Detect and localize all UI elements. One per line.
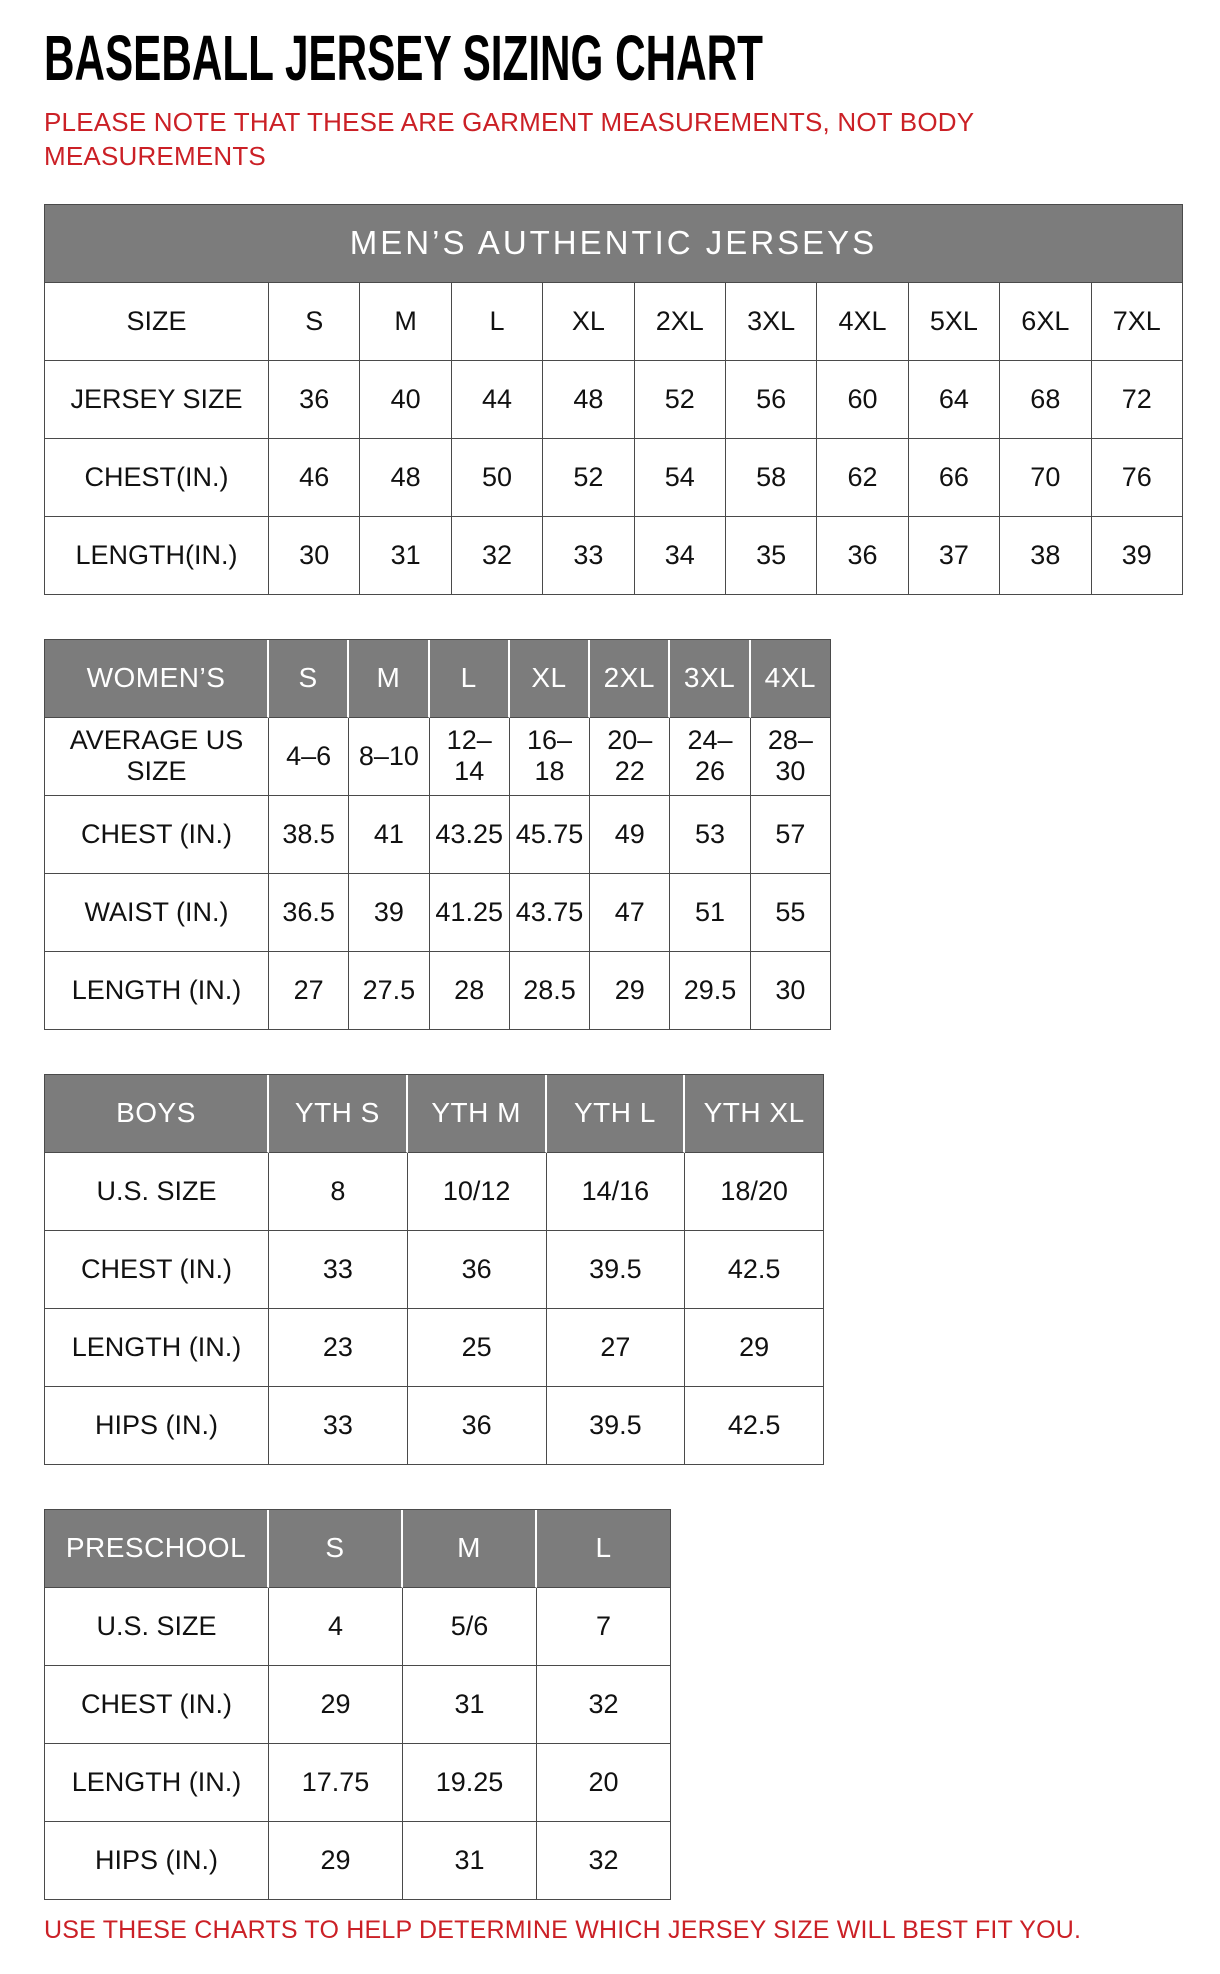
value-cell: 14/16 [547,1153,686,1231]
table-banner-row [45,205,1183,283]
table-row [45,361,1183,439]
value-cell: 38 [1000,517,1091,595]
value-cell: 27 [269,952,349,1030]
table-row [45,874,831,952]
table-row [45,952,831,1030]
row-label: AVERAGE US SIZE [45,718,269,796]
row-label: WAIST (IN.) [45,874,269,952]
value-cell: 7 [537,1588,671,1666]
table-row [45,1744,671,1822]
value-cell: 36 [408,1231,547,1309]
size-column-header: 5XL [909,283,1000,361]
table-row [45,517,1183,595]
value-cell: 64 [909,361,1000,439]
value-cell: 30 [751,952,831,1030]
value-cell: 36 [817,517,908,595]
page-title: BASEBALL JERSEY SIZING CHART [44,22,763,94]
row-label: LENGTH(IN.) [45,517,269,595]
value-cell: 53 [670,796,750,874]
size-column-header: M [403,1510,537,1588]
value-cell: 46 [269,439,360,517]
table-row [45,1588,671,1666]
value-cell: 4–6 [269,718,349,796]
row-label: LENGTH (IN.) [45,1309,269,1387]
size-column-header: 2XL [590,640,670,718]
value-cell: 27 [547,1309,686,1387]
value-cell: 31 [360,517,451,595]
size-column-header: 4XL [817,283,908,361]
value-cell: 31 [403,1822,537,1900]
table-row [45,439,1183,517]
size-column-header: YTH S [269,1075,408,1153]
row-label: LENGTH (IN.) [45,952,269,1030]
value-cell: 55 [751,874,831,952]
preschool-sizing-table [44,1509,671,1900]
size-column-header: 7XL [1092,283,1183,361]
size-column-header: L [452,283,543,361]
value-cell: 30 [269,517,360,595]
value-cell: 39.5 [547,1231,686,1309]
value-cell: 19.25 [403,1744,537,1822]
value-cell: 20 [537,1744,671,1822]
table-row [45,1231,824,1309]
size-column-header: YTH M [408,1075,547,1153]
value-cell: 35 [726,517,817,595]
size-column-header: YTH L [547,1075,686,1153]
value-cell: 56 [726,361,817,439]
value-cell: 29.5 [670,952,750,1030]
row-label: CHEST (IN.) [45,1231,269,1309]
value-cell: 50 [452,439,543,517]
size-column-header: 4XL [751,640,831,718]
table-title-banner: MEN’S AUTHENTIC JERSEYS [45,205,1183,283]
value-cell: 17.75 [269,1744,403,1822]
size-header-row [45,283,1183,361]
size-column-header: 6XL [1000,283,1091,361]
value-cell: 47 [590,874,670,952]
value-cell: 31 [403,1666,537,1744]
size-column-header: S [269,283,360,361]
row-label: HIPS (IN.) [45,1387,269,1465]
value-cell: 29 [269,1666,403,1744]
size-column-header: L [537,1510,671,1588]
row-label: CHEST(IN.) [45,439,269,517]
value-cell: 29 [685,1309,824,1387]
value-cell: 27.5 [349,952,429,1030]
table-row [45,1153,824,1231]
value-cell: 36 [269,361,360,439]
table-row [45,796,831,874]
value-cell: 43.75 [510,874,590,952]
value-cell: 32 [452,517,543,595]
value-cell: 39.5 [547,1387,686,1465]
value-cell: 48 [543,361,634,439]
value-cell: 66 [909,439,1000,517]
value-cell: 33 [543,517,634,595]
size-column-header: 2XL [635,283,726,361]
value-cell: 33 [269,1231,408,1309]
table-title-cell: PRESCHOOL [45,1510,269,1588]
value-cell: 8 [269,1153,408,1231]
size-column-header: S [269,640,349,718]
size-column-header: 3XL [670,640,750,718]
mens-authentic-jerseys-table [44,204,1183,595]
table-header-row [45,640,831,718]
table-row [45,1822,671,1900]
value-cell: 48 [360,439,451,517]
value-cell: 39 [1092,517,1183,595]
size-column-header: XL [543,283,634,361]
womens-sizing-table [44,639,831,1030]
size-column-header: L [430,640,510,718]
value-cell: 28 [430,952,510,1030]
row-label: JERSEY SIZE [45,361,269,439]
value-cell: 42.5 [685,1387,824,1465]
value-cell: 58 [726,439,817,517]
value-cell: 28–30 [751,718,831,796]
value-cell: 24–26 [670,718,750,796]
value-cell: 28.5 [510,952,590,1030]
value-cell: 36 [408,1387,547,1465]
value-cell: 16–18 [510,718,590,796]
value-cell: 8–10 [349,718,429,796]
value-cell: 44 [452,361,543,439]
value-cell: 62 [817,439,908,517]
value-cell: 36.5 [269,874,349,952]
value-cell: 43.25 [430,796,510,874]
value-cell: 57 [751,796,831,874]
value-cell: 68 [1000,361,1091,439]
row-label: U.S. SIZE [45,1153,269,1231]
value-cell: 76 [1092,439,1183,517]
fit-advice-footer: USE THESE CHARTS TO HELP DETERMINE WHICH JERSEY SIZE WILL BEST FIT YOU. [44,1915,1082,1944]
value-cell: 34 [635,517,726,595]
boys-sizing-table [44,1074,824,1465]
value-cell: 60 [817,361,908,439]
value-cell: 41.25 [430,874,510,952]
value-cell: 45.75 [510,796,590,874]
value-cell: 42.5 [685,1231,824,1309]
table-title-cell: BOYS [45,1075,269,1153]
size-column-header: M [349,640,429,718]
value-cell: 49 [590,796,670,874]
value-cell: 72 [1092,361,1183,439]
value-cell: 70 [1000,439,1091,517]
size-column-header: XL [510,640,590,718]
table-row [45,1666,671,1744]
row-label: U.S. SIZE [45,1588,269,1666]
value-cell: 41 [349,796,429,874]
table-row [45,1387,824,1465]
value-cell: 54 [635,439,726,517]
size-column-header: 3XL [726,283,817,361]
value-cell: 39 [349,874,429,952]
value-cell: 20–22 [590,718,670,796]
size-column-header: YTH XL [685,1075,824,1153]
row-label: CHEST (IN.) [45,796,269,874]
value-cell: 37 [909,517,1000,595]
value-cell: 23 [269,1309,408,1387]
table-title-cell: WOMEN’S [45,640,269,718]
value-cell: 12–14 [430,718,510,796]
value-cell: 38.5 [269,796,349,874]
value-cell: 52 [543,439,634,517]
table-row [45,1309,824,1387]
value-cell: 5/6 [403,1588,537,1666]
size-column-header: M [360,283,451,361]
size-column-header: S [269,1510,403,1588]
table-header-row [45,1075,824,1153]
row-label: CHEST (IN.) [45,1666,269,1744]
row-label: HIPS (IN.) [45,1822,269,1900]
value-cell: 32 [537,1666,671,1744]
value-cell: 29 [269,1822,403,1900]
table-header-row [45,1510,671,1588]
garment-measurement-note: PLEASE NOTE THAT THESE ARE GARMENT MEASUREMENTS, NOT BODY MEASUREMENTS [44,107,974,172]
value-cell: 18/20 [685,1153,824,1231]
value-cell: 33 [269,1387,408,1465]
value-cell: 51 [670,874,750,952]
row-label: LENGTH (IN.) [45,1744,269,1822]
value-cell: 32 [537,1822,671,1900]
value-cell: 52 [635,361,726,439]
value-cell: 40 [360,361,451,439]
value-cell: 29 [590,952,670,1030]
table-row [45,718,831,796]
value-cell: 10/12 [408,1153,547,1231]
row-label: SIZE [45,283,269,361]
value-cell: 4 [269,1588,403,1666]
value-cell: 25 [408,1309,547,1387]
